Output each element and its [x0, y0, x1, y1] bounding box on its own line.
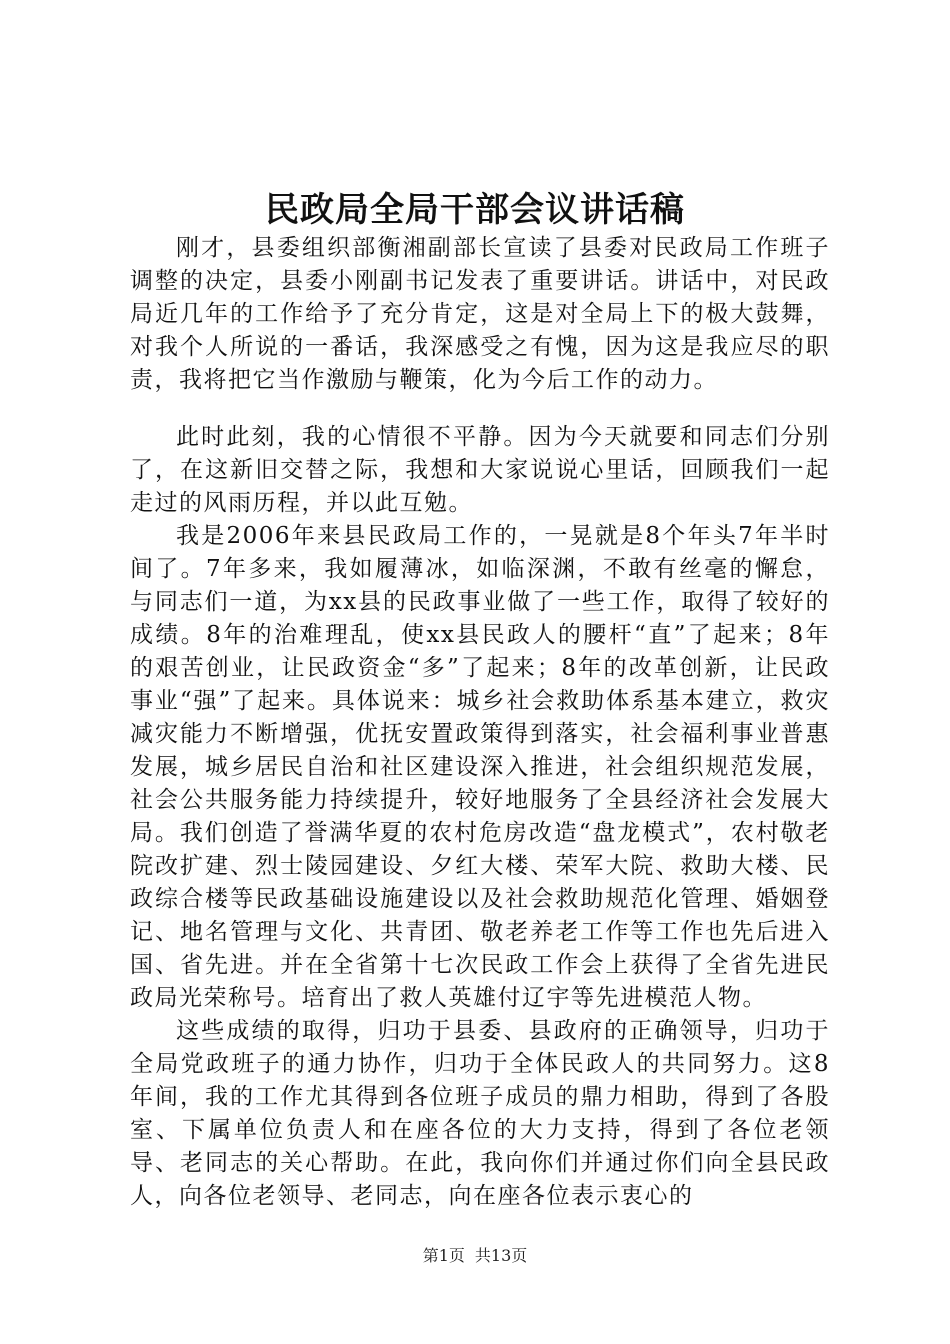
page-number: 第1页 — [422, 1246, 465, 1265]
paragraph-acknowledgements: 这些成绩的取得，归功于县委、县政府的正确领导，归功于全局党政班子的通力协作，归功于全体民政人的共同努力。这8年间，我的工作尤其得到各位班子成员的鼎力相助，得到了各股室、下属单位负责人和在座各位的大力支持，得到了各位老领导、老同志的关心帮助。在此，我向你们并通过你们向全县民政人，向各位老领导、老同志，向在座各位表示衷心的 — [130, 1018, 830, 1209]
paragraph-opening: 刚才，县委组织部衡湘副部长宣读了县委对民政局工作班子调整的决定，县委小刚副书记发表了重要讲话。讲话中，对民政局近几年的工作给予了充分肯定，这是对全局上下的极大鼓舞，对我个人所说的一番话，我深感受之有愧，因为这是我应尽的职责，我将把它当作激励与鞭策，化为今后工作的动力。 — [130, 235, 830, 393]
paragraph-feelings: 此时此刻，我的心情很不平静。因为今天就要和同志们分别了，在这新旧交替之际，我想和大家说说心里话，回顾我们一起走过的风雨历程，并以此互勉。 — [130, 424, 830, 516]
document-title: 民政局全局干部会议讲话稿 — [265, 190, 685, 230]
page-total: 共13页 — [474, 1246, 528, 1265]
paragraph-achievements: 我是2006年来县民政局工作的，一晃就是8个年头7年半时间了。7年多来，我如履薄冰，如临深渊，不敢有丝毫的懈怠，与同志们一道，为xx县的民政事业做了一些工作，取得了较好的成绩。8年的治难理乱，使xx县民政人的腰杆“直”了起来；8年的艰苦创业，让民政资金“多”了起来；8年的改革创新，让民政事业“强”了起来。具体说来：城乡社会救助体系基本建立，救灾减灾能力不断增强，优抚安置政策得到落实，社会福利事业普惠发展，城乡居民自治和社区建设深入推进，社会组织规范发展，社会公共服务能力持续提升，较好地服务了全县经济社会发展大局。我们创造了誉满华夏的农村危房改造“盘龙模式”，农村敬老院改扩建、烈士陵园建设、夕红大楼、荣军大院、救助大楼、民政综合楼等民政基础设施建设以及社会救助规范化管理、婚姻登记、地名管理与文化、共青团、敬老养老工作等工作也先后进入国、省先进。并在全省第十七次民政工作会上获得了全省先进民政局光荣称号。培育出了救人英雄付辽宇等先进模范人物。 — [130, 523, 830, 1011]
document-body — [130, 232, 830, 1213]
page-footer — [0, 1244, 950, 1268]
